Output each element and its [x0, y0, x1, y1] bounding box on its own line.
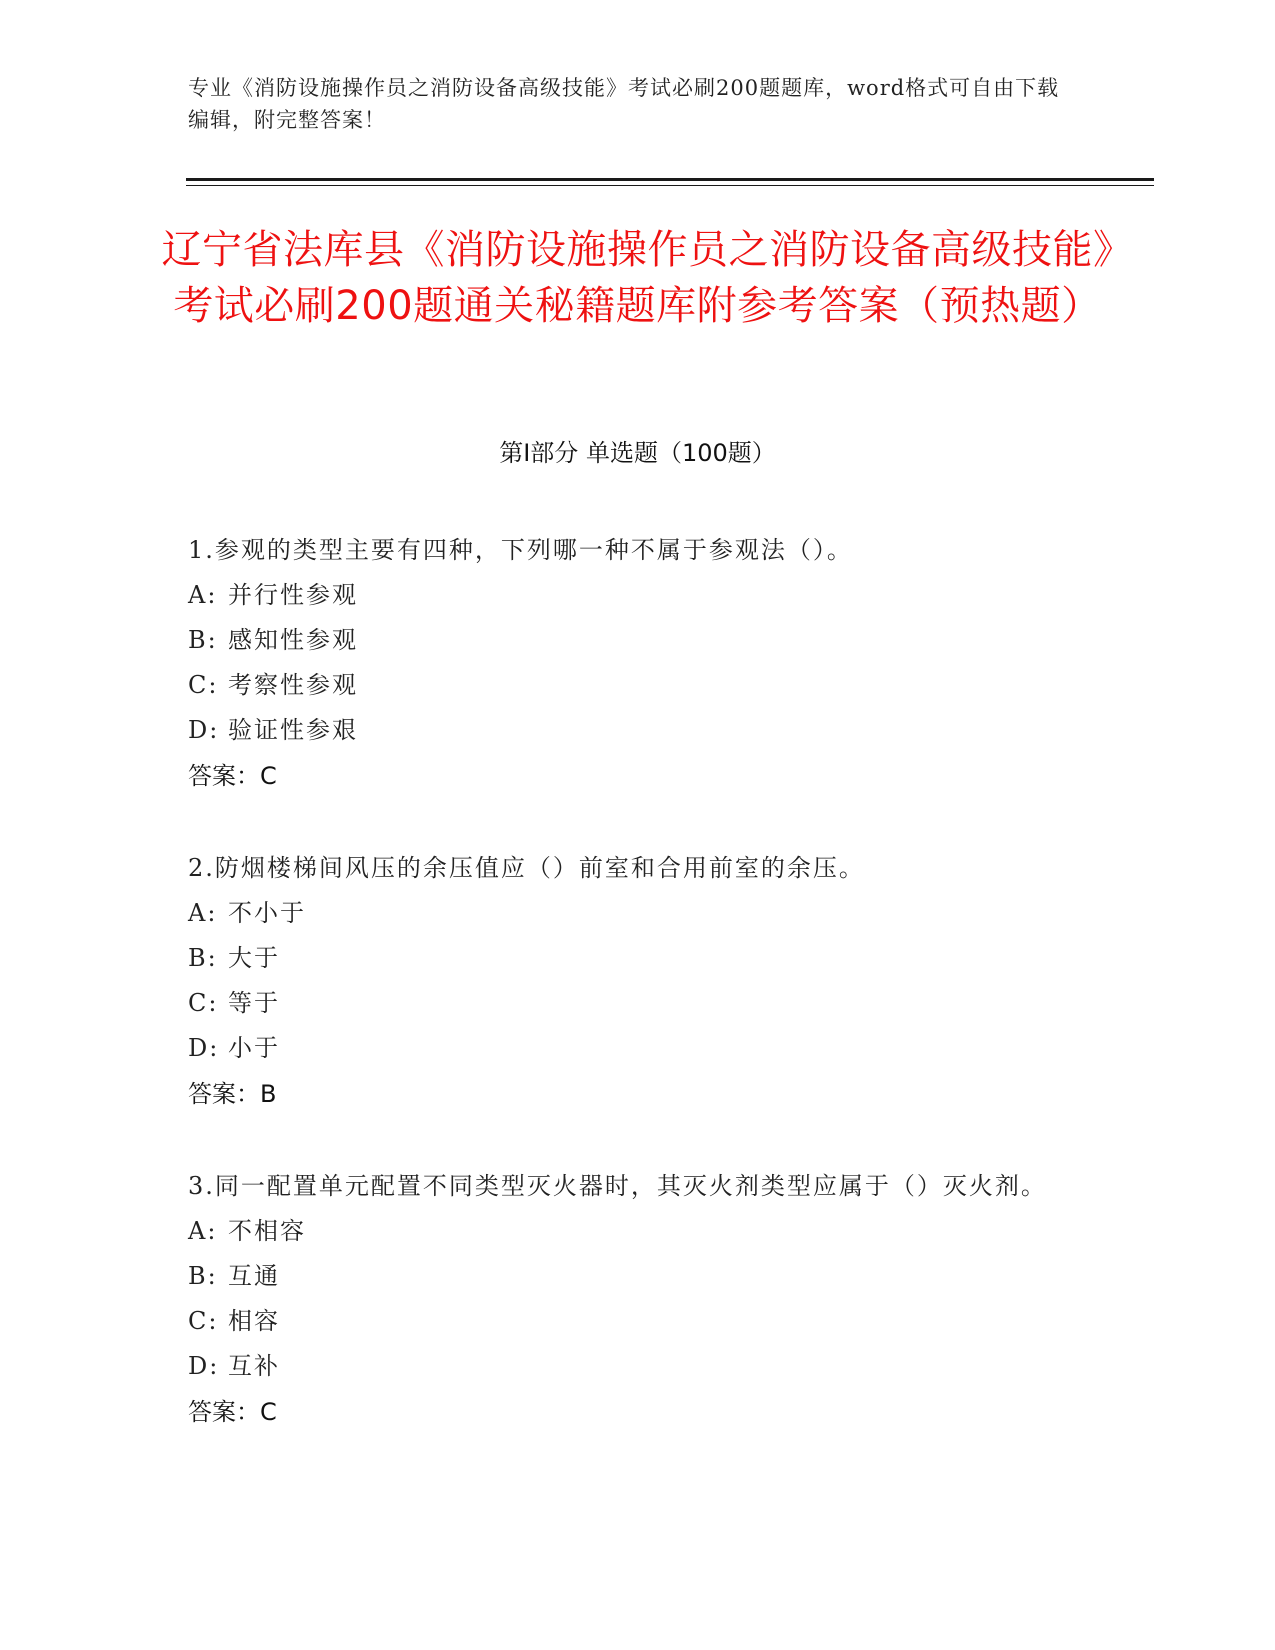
option-b	[188, 618, 1068, 663]
option-d	[188, 708, 1068, 753]
option-text: 考察性参观	[228, 671, 358, 699]
option-letter: C:	[188, 1307, 219, 1335]
question-item	[188, 527, 1068, 799]
option-letter: A:	[188, 899, 218, 927]
option-c	[188, 1299, 1068, 1344]
option-text: 并行性参观	[228, 581, 358, 609]
option-text: 相容	[228, 1307, 280, 1335]
question-stem: 3.同一配置单元配置不同类型灭火器时，其灭火剂类型应属于（）灭火剂。	[188, 1172, 1047, 1200]
option-text: 不相容	[228, 1217, 306, 1245]
option-b	[188, 936, 1068, 981]
document-title: 辽宁省法库县《消防设施操作员之消防设备高级技能》考试必刷200题通关秘籍题库附参考答案（预热题）	[161, 227, 1114, 329]
question-item	[188, 845, 1068, 1117]
header-divider-thick	[186, 178, 1154, 181]
option-letter: C:	[188, 671, 219, 699]
option-text: 互通	[228, 1262, 280, 1290]
answer-line: 答案：B	[188, 1080, 277, 1108]
option-letter: B:	[188, 1262, 218, 1290]
option-letter: D:	[188, 1034, 220, 1062]
option-letter: D:	[188, 1352, 220, 1380]
option-c	[188, 981, 1068, 1026]
header-divider-thin	[186, 185, 1154, 186]
option-letter: A:	[188, 581, 218, 609]
question-stem: 2.防烟楼梯间风压的余压值应（）前室和合用前室的余压。	[188, 854, 865, 882]
option-text: 互补	[228, 1352, 280, 1380]
option-letter: D:	[188, 716, 220, 744]
option-text: 感知性参观	[228, 626, 358, 654]
section-heading: 第I部分 单选题（100题）	[499, 439, 776, 467]
option-d	[188, 1344, 1068, 1389]
option-text: 不小于	[228, 899, 306, 927]
intro-text: 专业《消防设施操作员之消防设备高级技能》考试必刷200题题库，word格式可自由下载编辑，附完整答案！	[188, 76, 1060, 132]
answer-line: 答案：C	[188, 762, 277, 790]
option-text: 小于	[228, 1034, 280, 1062]
option-text: 验证性参艰	[228, 716, 358, 744]
option-text: 大于	[228, 944, 280, 972]
option-c	[188, 663, 1068, 708]
option-a	[188, 573, 1068, 618]
question-item	[188, 1163, 1068, 1435]
option-letter: B:	[188, 626, 218, 654]
option-text: 等于	[228, 989, 280, 1017]
question-stem: 1.参观的类型主要有四种，下列哪一种不属于参观法（）。	[188, 536, 853, 564]
option-letter: A:	[188, 1217, 218, 1245]
option-d	[188, 1026, 1068, 1071]
question-list	[188, 527, 1068, 1481]
option-b	[188, 1254, 1068, 1299]
answer-line: 答案：C	[188, 1398, 277, 1426]
option-letter: C:	[188, 989, 219, 1017]
option-a	[188, 1209, 1068, 1254]
option-letter: B:	[188, 944, 218, 972]
option-a	[188, 891, 1068, 936]
